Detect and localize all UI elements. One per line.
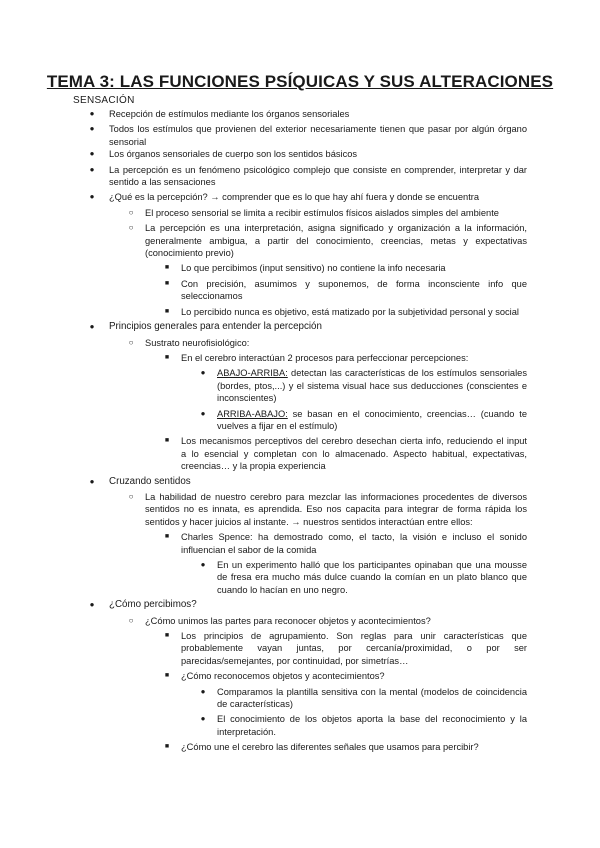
circle-bullet-icon: ○ <box>128 615 134 625</box>
list-item: ● ¿Cómo percibimos? <box>0 599 527 611</box>
section-heading: SENSACIÓN <box>73 95 135 106</box>
square-bullet-icon: ■ <box>164 307 170 315</box>
circle-bullet-icon: ○ <box>128 491 134 501</box>
list-item: ○ ¿Cómo unimos las partes para reconocer objetos y acontecimientos? <box>0 615 527 627</box>
list-item: ● En un experimento halló que los participantes opinaban que una mousse de fresa era mucho más dulce cuando la comían en un plato blanco que cuando lo hacían en uno negro. <box>0 559 527 596</box>
circle-bullet-icon: ○ <box>128 337 134 347</box>
list-item: ■ ¿Cómo une el cerebro las diferentes señales que usamos para percibir? <box>0 741 527 753</box>
disc-bullet-icon: ● <box>89 476 95 486</box>
list-item: ● ¿Qué es la percepción? → comprender que es lo que hay ahí fuera y donde se encuentra <box>0 191 527 203</box>
square-bullet-icon: ■ <box>164 533 170 541</box>
disc-bullet-icon: ● <box>89 109 95 118</box>
disc-bullet-icon: ● <box>89 149 95 159</box>
list-item: ● El conocimiento de los objetos aporta la base del reconocimiento y la interpretación. <box>0 713 527 738</box>
list-item: ■ Lo percibido nunca es objetivo, está matizado por la subjetividad personal y social <box>0 306 527 318</box>
list-item: ● ABAJO-ARRIBA: detectan las características de los estímulos sensoriales (bordes, ptos,...) y el sistema visual hace sus deducciones (conscientes e inconscientes) <box>0 367 527 404</box>
disc-bullet-icon: ● <box>200 686 206 696</box>
term-arriba-abajo: ARRIBA-ABAJO: <box>217 408 288 419</box>
list-item: ● Recepción de estímulos mediante los órganos sensoriales <box>0 108 527 120</box>
list-item: ● Todos los estímulos que provienen del exterior necesariamente tienen que pasar por algún órgano sensorial <box>0 123 527 148</box>
disc-bullet-icon: ● <box>89 600 95 610</box>
circle-bullet-icon: ○ <box>128 207 134 217</box>
square-bullet-icon: ■ <box>164 672 170 680</box>
disc-bullet-icon: ● <box>89 192 95 202</box>
square-bullet-icon: ■ <box>164 437 170 445</box>
disc-bullet-icon: ● <box>200 368 206 378</box>
list-item: ● Cruzando sentidos <box>0 476 527 488</box>
square-bullet-icon: ■ <box>164 279 170 287</box>
page-title: TEMA 3: LAS FUNCIONES PSÍQUICAS Y SUS ALTERACIONES <box>46 72 554 91</box>
outline <box>0 105 600 754</box>
list-item: ■ Con precisión, asumimos y suponemos, de forma inconsciente info que seleccionamos <box>0 278 527 303</box>
list-item: ○ Sustrato neurofisiológico: <box>0 337 527 349</box>
list-item: ■ Los mecanismos perceptivos del cerebro desechan cierta info, reduciendo el input a lo esencial y completan con lo almacenado. Aspecto habitual, expectativas, creencias… y la propia experiencia <box>0 435 527 472</box>
list-item: ● Los órganos sensoriales de cuerpo son los sentidos básicos <box>0 148 527 160</box>
square-bullet-icon: ■ <box>164 353 170 361</box>
list-item: ■ En el cerebro interactúan 2 procesos para perfeccionar percepciones: <box>0 352 527 364</box>
disc-bullet-icon: ● <box>200 560 206 569</box>
list-item: ■ ¿Cómo reconocemos objetos y acontecimientos? <box>0 670 527 682</box>
disc-bullet-icon: ● <box>89 164 95 174</box>
circle-bullet-icon: ○ <box>128 223 134 233</box>
list-item: ○ La habilidad de nuestro cerebro para mezclar las informaciones procedentes de diversos sentidos no es innata, es aprendida. Eso nos capacita para integrar de forma rápida los sentidos y hacer juicios al instante. → nuestros sentidos interactúan entre ellos: <box>0 491 527 528</box>
list-item: ● ARRIBA-ABAJO: se basan en el conocimiento, creencias… (cuando te vuelves a fijar en el estímulo) <box>0 408 527 433</box>
square-bullet-icon: ■ <box>164 632 170 640</box>
list-item: ● Comparamos la plantilla sensitiva con la mental (modelos de coincidencia de características) <box>0 686 527 711</box>
list-item: ● Principios generales para entender la percepción <box>0 321 527 333</box>
disc-bullet-icon: ● <box>89 124 95 134</box>
disc-bullet-icon: ● <box>200 714 206 724</box>
list-item: ■ Lo que percibimos (input sensitivo) no contiene la info necesaria <box>0 262 527 274</box>
disc-bullet-icon: ● <box>200 408 206 418</box>
list-item: ■ Charles Spence: ha demostrado como, el tacto, la visión e incluso el sonido influencian el sabor de la comida <box>0 531 527 556</box>
term-abajo-arriba: ABAJO-ARRIBA: <box>217 368 288 379</box>
disc-bullet-icon: ● <box>89 322 95 332</box>
list-item: ● La percepción es un fenómeno psicológico complejo que consiste en comprender, interpretar y dar sentido a las sensaciones <box>0 164 527 189</box>
list-item: ■ Los principios de agrupamiento. Son reglas para unir características que probablemente vayan juntas, por cercanía/proximidad, o por ser parecidas/semejantes, por continuidad, por simetrías… <box>0 630 527 667</box>
square-bullet-icon: ■ <box>164 743 170 751</box>
square-bullet-icon: ■ <box>164 264 170 272</box>
list-item: ○ El proceso sensorial se limita a recibir estímulos físicos aislados simples del ambiente <box>0 207 527 219</box>
list-item: ○ La percepción es una interpretación, asigna significado y organización a la información, generalmente ambigua, a partir del conocimiento, creencias, metas y expectativas (conocimiento previo) <box>0 222 527 259</box>
